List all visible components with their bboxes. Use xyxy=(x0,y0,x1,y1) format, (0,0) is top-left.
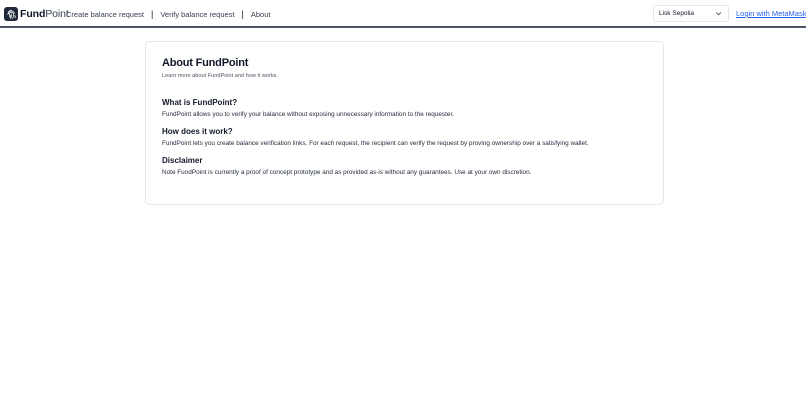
page-subtitle: Learn more about FundPoint and how it works. xyxy=(162,73,278,79)
nav-divider: | xyxy=(241,9,244,19)
top-navbar xyxy=(0,0,806,28)
section-body: Note FundPoint is currently a proof of concept prototype and as provided as-is without any guarantees. Use at your own discretion. xyxy=(162,169,532,176)
section-heading: Disclaimer xyxy=(162,156,203,165)
section-how-it-works xyxy=(162,127,589,148)
fingerprint-icon xyxy=(4,7,18,21)
page-title: About FundPoint xyxy=(162,57,249,69)
network-select[interactable] xyxy=(653,5,729,22)
section-disclaimer xyxy=(162,156,531,177)
chevron-down-icon xyxy=(715,10,722,17)
main-nav xyxy=(66,8,270,20)
section-body: FundPoint lets you create balance verification links. For each request, the recipient can verify the request by proving ownership over a satisfying wallet. xyxy=(162,140,589,147)
logo[interactable] xyxy=(4,5,69,23)
section-body: FundPoint allows you to verify your balance without exposing unnecessary information to the requester. xyxy=(162,111,455,118)
brand-name-bold: Fund xyxy=(20,8,46,20)
about-card xyxy=(145,41,664,205)
section-heading: How does it work? xyxy=(162,127,233,136)
nav-verify-balance-request[interactable]: Verify balance request xyxy=(160,9,235,19)
nav-create-balance-request[interactable]: Create balance request xyxy=(66,9,144,19)
section-what-is xyxy=(162,98,454,119)
nav-about[interactable]: About xyxy=(250,9,271,19)
nav-divider: | xyxy=(150,9,154,19)
login-metamask-link[interactable]: Login with MetaMask xyxy=(736,9,806,18)
brand-name-light: Point xyxy=(45,8,69,20)
network-select-value: Lisk Sepolia xyxy=(659,10,695,17)
section-heading: What is FundPoint? xyxy=(162,98,238,107)
brand-name xyxy=(20,7,69,21)
